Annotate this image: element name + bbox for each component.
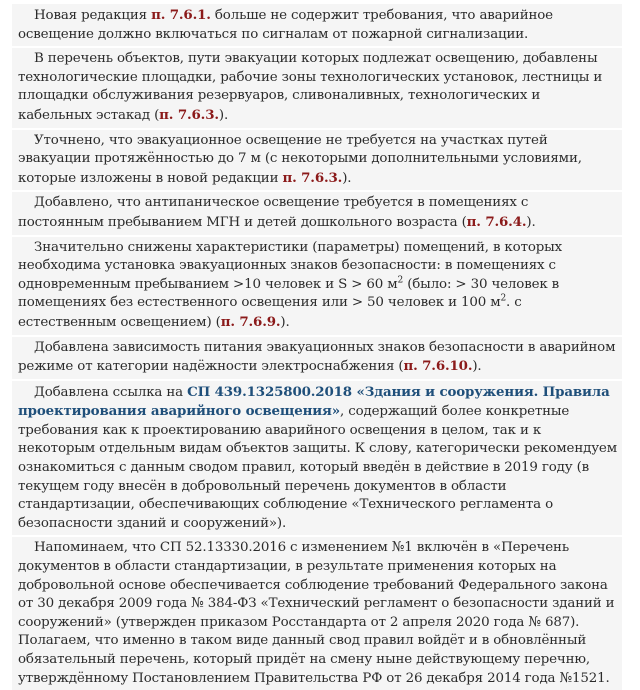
paragraph-text: (было: > 30 человек в помещениях без естественного освещения или > 50 человек и 100 м xyxy=(18,276,560,311)
paragraph-text: , содержащий более конкретные требования как к проектированию аварийного освещения в целом, так и к некоторым отдельным видам объектов защиты. К слову, категорически рекомендуем ознакомиться с данным сводом правил, который введён в действие в 2019 году (в текущем году внесён в добровольный перечень документов в области стандартизации, обеспечивающих соблюдение «Технического регламента о безопасности зданий и сооружений»). xyxy=(18,404,617,531)
paragraph-text: ). xyxy=(342,170,352,186)
paragraph-evacuation-objects xyxy=(12,48,622,127)
paragraph-text: Новая редакция xyxy=(34,8,152,23)
paragraph-text: Уточнено, что эвакуационное освещение не требуется на участках путей эвакуации протяжённостью до 7 м (с некоторыми дополнительными условиями, которые изложены в новой редакции xyxy=(18,132,582,186)
paragraph-alarm-signal xyxy=(12,4,622,46)
paragraph-text: ). xyxy=(280,314,290,330)
paragraph-antipanic xyxy=(12,192,622,234)
paragraph-text: ). xyxy=(218,107,229,123)
paragraph-text: Добавлена ссылка на xyxy=(34,384,188,400)
paragraph-safety-signs xyxy=(12,237,622,335)
clause-reference: п. 7.6.1. xyxy=(151,7,211,23)
paragraph-text: Значительно снижены характеристики (параметры) помещений, в которых необходима установка эвакуационных знаков безопасности: в помещениях с одновременным пребыванием >10 человек и S > 60 м xyxy=(18,239,563,292)
paragraph-text: В перечень объектов, пути эвакуации которых подлежат освещению, добавлены технологические площадки, рабочие зоны технологических установок, лестницы и площадки обслуживания резервуаров, сливоналивных, технологических и кабельных эстакад ( xyxy=(18,51,603,123)
clause-reference: п. 7.6.9. xyxy=(220,313,281,330)
paragraph-text: Напоминаем, что СП 52.13330.2016 с изменением №1 включён в «Перечень документов в области стандартизации, в результате применения которых на добровольной основе обеспечивается соблюдение требований Федерального закона от 30 декабря 2009 года № 384-ФЗ «Технический регламент о безопасности зданий и сооружений» (утвержден приказом Росстандарта от 2 апреля 2020 года № 687). Полагаем, что именно в таком виде данный свод правил войдёт и в обновлённый обязательный перечень, который придёт на смену ныне действующему перечню, утверждённому Постановлением Правительства РФ от 26 декабря 2014 года №1521. xyxy=(18,540,615,686)
paragraph-reminder xyxy=(12,537,622,690)
clause-reference: п. 7.6.4. xyxy=(466,213,527,230)
paragraph-text: ). xyxy=(526,214,536,230)
paragraph-text: Добавлено, что антипаническое освещение требуется в помещениях с постоянным пребыванием МГН и детей дошкольного возраста ( xyxy=(18,195,529,230)
sp-439-link[interactable]: СП 439.1325800.2018 «Здания и сооружения. Правила проектирования аварийного освещения» xyxy=(18,383,610,420)
paragraph-text: . с естественным освещением) ( xyxy=(18,295,522,330)
clause-reference: п. 7.6.10. xyxy=(403,358,473,375)
paragraph-text: Добавлена зависимость питания эвакуационных знаков безопасности в аварийном режиме от категории надёжности электроснабжения ( xyxy=(18,339,616,375)
paragraph-sp-439-link xyxy=(12,381,622,536)
paragraph-power-supply xyxy=(12,337,622,379)
superscript: 2 xyxy=(500,293,507,304)
paragraph-short-paths xyxy=(12,130,622,191)
superscript: 2 xyxy=(397,275,404,286)
clause-reference: п. 7.6.3. xyxy=(159,106,219,123)
clause-reference: п. 7.6.3. xyxy=(282,169,343,186)
paragraph-text: ). xyxy=(472,359,482,375)
paragraph-text: больше не содержит требования, что аварийное освещение должно включаться по сигналам от пожарной сигнализации. xyxy=(18,8,553,42)
